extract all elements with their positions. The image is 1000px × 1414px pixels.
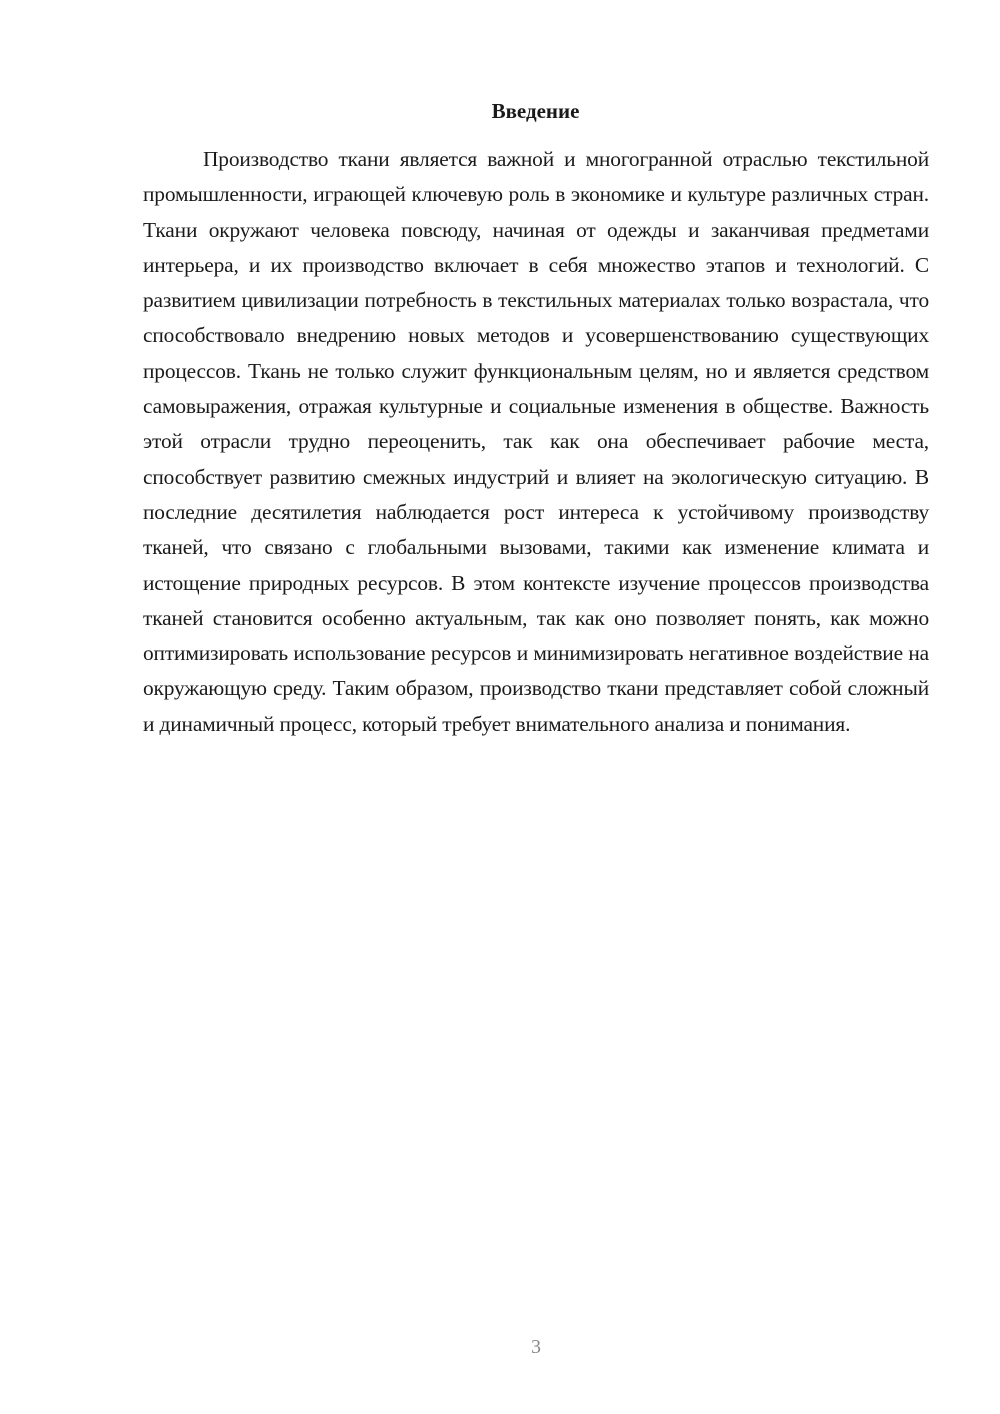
section-heading: Введение xyxy=(491,99,580,123)
page-number: 3 xyxy=(531,1336,541,1358)
body-paragraph: Производство ткани является важной и многогранной отраслью текстильной промышленности, играющей ключевую роль в экономике и культуре различных стран. Ткани окружают человека повсюду, начиная от одежды и заканчивая предметами интерьера, и их производство включает в себя множество этапов и технологий. С развитием цивилизации потребность в текстильных материалах только возрастала, что способствовало внедрению новых методов и усовершенствованию существующих процессов. Ткань не только служит функциональным целям, но и является средством самовыражения, отражая культурные и социальные изменения в обществе. Важность этой отрасли трудно переоценить, так как она обеспечивает рабочие места, способствует развитию смежных индустрий и влияет на экологическую ситуацию. В последние десятилетия наблюдается рост интереса к устойчивому производству тканей, что связано с глобальными вызовами, такими как изменение климата и истощение природных ресурсов. В этом контексте изучение процессов производства тканей становится особенно актуальным, так как оно позволяет понять, как можно оптимизировать использование ресурсов и минимизировать негативное воздействие на окружающую среду. Таким образом, производство ткани представляет собой сложный и динамичный процесс, который требует внимательного анализа и понимания. xyxy=(143,147,929,736)
